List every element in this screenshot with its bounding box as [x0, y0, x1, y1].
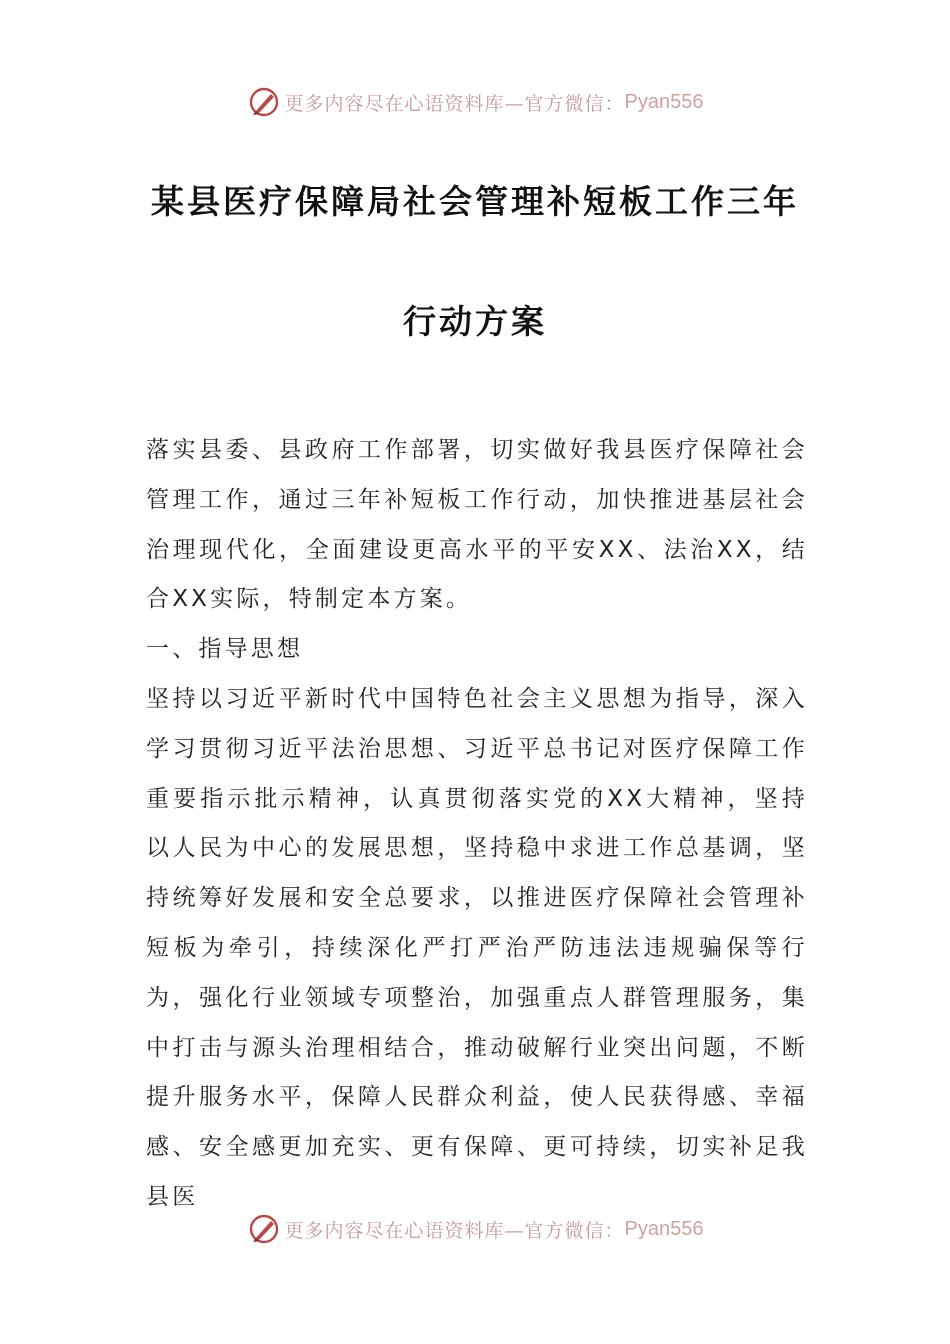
- pen-seal-icon: [247, 1212, 281, 1246]
- watermark-text: 更多内容尽在心语资料库—官方微信：: [284, 92, 625, 115]
- intro-paragraph: 落实县委、县政府工作部署，切实做好我县医疗保障社会管理工作，通过三年补短板工作行动，加快推进基层社会治理现代化，全面建设更高水平的平安XX、法治XX，结合XX实际，特制定本方案。: [146, 437, 808, 613]
- pen-seal-icon: [247, 85, 281, 119]
- guiding-ideology-paragraph: 坚持以习近平新时代中国特色社会主义思想为指导，深入学习贯彻习近平法治思想、习近平总书记对医疗保障工作重要指示批示精神，认真贯彻落实党的XX大精神，坚持以人民为中心的发展思想，坚持稳中求进工作总基调，坚持统筹好发展和安全总要求，以推进医疗保障社会管理补短板为牵引，持续深化严打严治严防违法违规骗保等行为，强化行业领域专项整治，加强重点人群管理服务，集中打击与源头治理相结合，推动破解行业突出问题，不断提升服务水平，保障人民群众利益，使人民获得感、幸福感、安全感更加充实、更有保障、更可持续，切实补足我县医: [146, 685, 808, 1210]
- watermark-header: [0, 82, 950, 122]
- document-title-line1: 某县医疗保障局社会管理补短板工作三年: [151, 182, 799, 221]
- section-heading-guiding-ideology: 一、指导思想: [146, 636, 304, 663]
- watermark-footer: [0, 1209, 950, 1249]
- document-body: [146, 426, 808, 1223]
- watermark-code: Pyan556: [624, 90, 704, 113]
- watermark-code: Pyan556: [624, 1217, 704, 1240]
- document-title-line2: 行动方案: [403, 302, 547, 341]
- watermark-text: 更多内容尽在心语资料库—官方微信：: [284, 1219, 625, 1242]
